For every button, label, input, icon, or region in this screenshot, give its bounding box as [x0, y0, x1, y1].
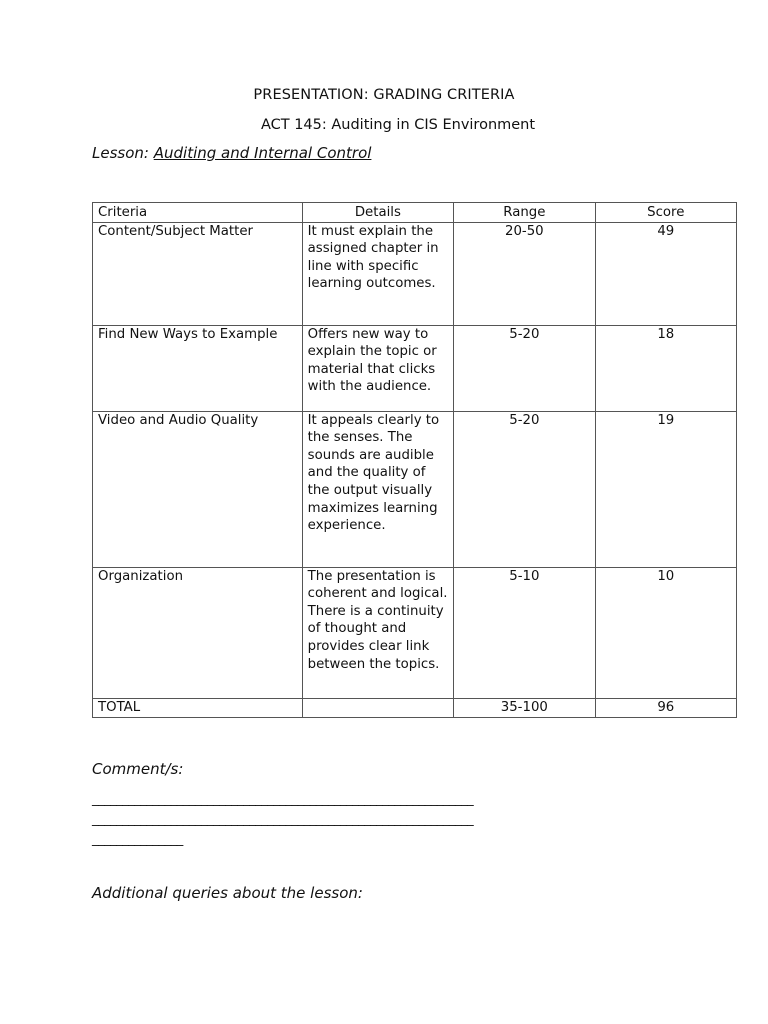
score-cell: 49	[595, 222, 736, 325]
total-range-cell: 35-100	[454, 698, 595, 717]
total-row	[93, 698, 737, 717]
table-row	[93, 325, 737, 411]
criteria-cell: Organization	[93, 567, 303, 698]
details-cell: It appeals clearly to the senses. The sounds are audible and the quality of the output visually maximizes learning experience.	[302, 411, 453, 567]
additional-queries-label: Additional queries about the lesson:	[92, 884, 363, 902]
range-cell: 5-20	[454, 411, 595, 567]
header-criteria: Criteria	[93, 203, 303, 223]
table-row	[93, 567, 737, 698]
comment-line: _______________	[92, 832, 183, 847]
grading-criteria-table	[92, 202, 737, 718]
comments-label: Comment/s:	[92, 760, 184, 778]
range-cell: 20-50	[454, 222, 595, 325]
header-score: Score	[595, 203, 736, 223]
comment-line: _______________________________________________________________	[92, 812, 474, 827]
comment-line: _______________________________________________________________	[92, 792, 474, 807]
table-header-row	[93, 203, 737, 223]
score-cell: 10	[595, 567, 736, 698]
lesson-label: Lesson:	[92, 144, 154, 162]
details-cell: Offers new way to explain the topic or material that clicks with the audience.	[302, 325, 453, 411]
details-cell: It must explain the assigned chapter in line with specific learning outcomes.	[302, 222, 453, 325]
header-details: Details	[302, 203, 453, 223]
lesson-heading	[92, 144, 371, 162]
score-cell: 18	[595, 325, 736, 411]
criteria-cell: Find New Ways to Example	[93, 325, 303, 411]
lesson-name: Auditing and Internal Control	[153, 144, 372, 162]
document-title: PRESENTATION: GRADING CRITERIA	[253, 87, 515, 103]
score-cell: 19	[595, 411, 736, 567]
header-range: Range	[454, 203, 595, 223]
range-cell: 5-10	[454, 567, 595, 698]
table-row	[93, 411, 737, 567]
total-details-cell	[302, 698, 453, 717]
total-score-cell: 96	[595, 698, 736, 717]
total-label-cell: TOTAL	[93, 698, 303, 717]
table-row	[93, 222, 737, 325]
course-title: ACT 145: Auditing in CIS Environment	[260, 117, 536, 133]
details-cell: The presentation is coherent and logical. There is a continuity of thought and provides clear link between the topics.	[302, 567, 453, 698]
comment-lines	[92, 790, 473, 850]
criteria-cell: Content/Subject Matter	[93, 222, 303, 325]
range-cell: 5-20	[454, 325, 595, 411]
criteria-cell: Video and Audio Quality	[93, 411, 303, 567]
